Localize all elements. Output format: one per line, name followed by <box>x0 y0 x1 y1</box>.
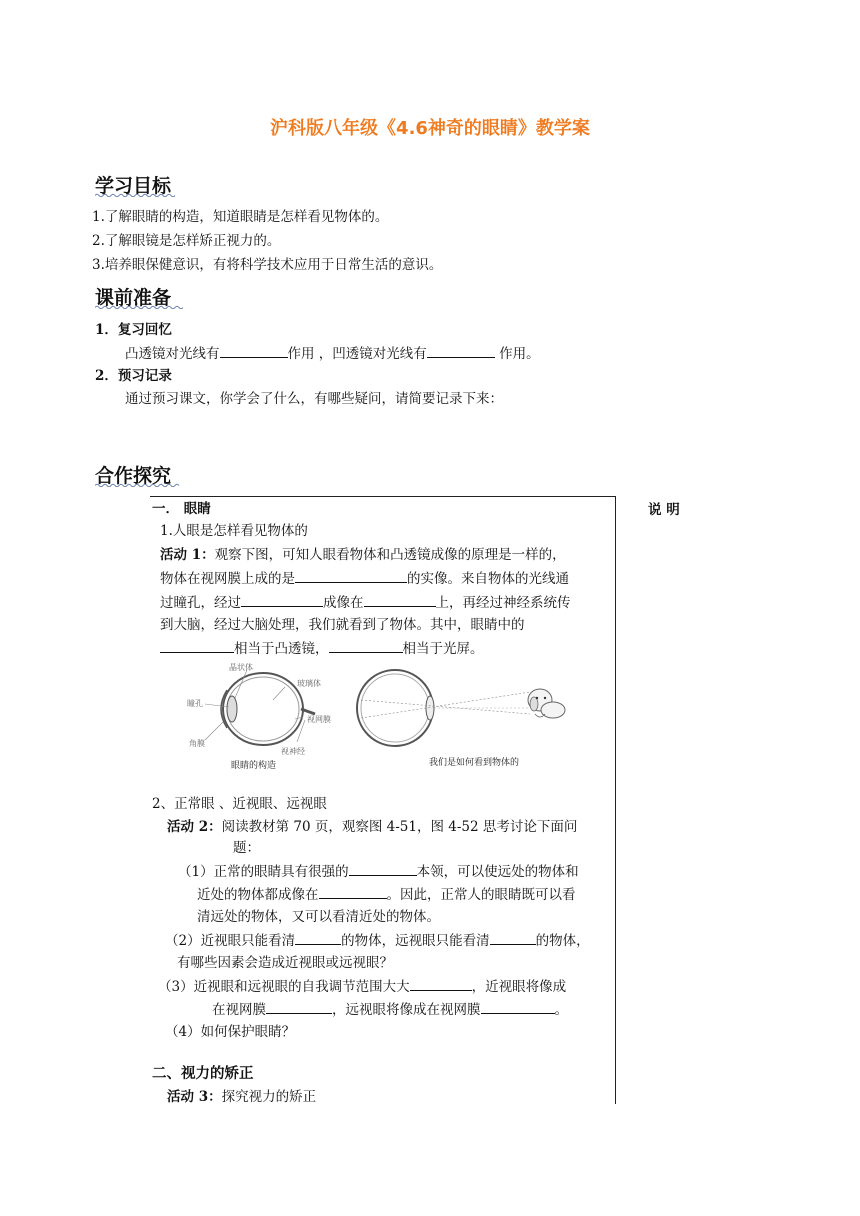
review-subtitle: 1．复习回忆 <box>95 322 172 338</box>
answer-blank[interactable] <box>329 638 403 653</box>
text-fragment: 过瞳孔，经过 <box>160 595 241 611</box>
activity1-line <box>160 638 484 659</box>
section-heading-preparation: 课前准备 <box>95 287 172 309</box>
figure-caption-right: 我们是如何看到物体的 <box>429 758 520 768</box>
label-lens: 晶状体 <box>229 663 253 672</box>
heading-underline <box>95 483 181 487</box>
document-title: 沪科版八年级《4.6神奇的眼睛》教学案 <box>270 118 590 139</box>
text-fragment: 上，再经过神经系统传 <box>435 595 571 611</box>
text-fragment: 相当于光屏。 <box>402 641 484 657</box>
problem-3 <box>212 999 568 1020</box>
text-fragment: 相当于凸透镜， <box>234 641 329 657</box>
text-fragment: 的物体，远视眼只能看清 <box>341 933 490 949</box>
text-fragment: （3）近视眼和远视眼的自我调节范围大大 <box>158 979 410 995</box>
answer-blank[interactable] <box>295 930 341 945</box>
label-optic-nerve: 视神经 <box>281 747 305 756</box>
text-fragment: （1）正常的眼睛具有很强的 <box>178 864 349 880</box>
image-formation-diagram <box>357 670 565 768</box>
eye-figure <box>185 662 575 774</box>
text-fragment: 凸透镜对光线有 <box>125 346 220 362</box>
activity1-line: 到大脑，经过大脑处理，我们就看到了物体。其中，眼睛中的 <box>160 617 525 633</box>
label-pupil: 瞳孔 <box>187 699 203 708</box>
activity-label: 活动 3： <box>167 1089 222 1105</box>
answer-blank[interactable] <box>481 999 555 1014</box>
activity1-line <box>160 545 566 565</box>
answer-blank[interactable] <box>427 343 495 358</box>
objective-item: 2.了解眼镜是怎样矫正视力的。 <box>92 233 281 249</box>
answer-blank[interactable] <box>490 930 536 945</box>
question-2: 2、正常眼 、近视眼、远视眼 <box>152 796 327 812</box>
text-fragment: 的物体， <box>535 933 590 949</box>
text-fragment: 观察下图，可知人眼看物体和凸透镜成像的原理是一样的， <box>214 547 566 563</box>
text-fragment: 本领，可以使远处的物体和 <box>416 864 579 880</box>
review-question <box>125 343 540 364</box>
text-fragment: 物体在视网膜上成的是 <box>160 571 295 587</box>
side-note-label: 说 明 <box>648 502 680 518</box>
answer-blank[interactable] <box>410 976 472 991</box>
preview-subtitle: 2．预习记录 <box>95 368 172 384</box>
activity2-line <box>167 817 577 837</box>
answer-blank[interactable] <box>220 343 288 358</box>
part2-title: 二、视力的矫正 <box>152 1065 254 1082</box>
section-heading-objectives: 学习目标 <box>95 175 172 197</box>
table-top-border <box>150 496 616 497</box>
answer-blank[interactable] <box>241 592 323 607</box>
answer-blank[interactable] <box>319 884 387 899</box>
figure-caption-left: 眼睛的构造 <box>231 761 277 771</box>
objective-item: 1.了解眼睛的构造，知道眼睛是怎样看见物体的。 <box>92 209 389 225</box>
problem-4: （4）如何保护眼睛？ <box>165 1024 296 1040</box>
preview-instruction: 通过预习课文，你学会了什么，有哪些疑问，请简要记录下来： <box>125 391 503 407</box>
label-cornea: 角膜 <box>189 739 205 748</box>
eye-structure-diagram <box>187 662 331 771</box>
section-heading-cooperation: 合作探究 <box>95 465 172 487</box>
text-fragment: 在视网膜 <box>212 1002 266 1018</box>
text-fragment: （2）近视眼只能看清 <box>165 933 296 949</box>
problem-3 <box>158 976 566 997</box>
answer-blank[interactable] <box>349 861 417 876</box>
text-fragment: 。因此，正常人的眼睛既可以看 <box>386 887 576 903</box>
answer-blank[interactable] <box>295 568 407 583</box>
objective-item: 3.培养眼保健意识，有将科学技术应用于日常生活的意识。 <box>92 257 443 273</box>
answer-blank[interactable] <box>266 999 332 1014</box>
heading-underline <box>95 193 177 197</box>
problem-2 <box>165 930 590 951</box>
activity-label: 活动 1： <box>160 547 215 563</box>
text-fragment: 探究视力的矫正 <box>221 1089 317 1105</box>
problem-1: 清远处的物体，又可以看清近处的物体。 <box>197 909 440 925</box>
text-fragment: 近处的物体都成像在 <box>197 887 319 903</box>
question-1: 1.人眼是怎样看见物体的 <box>160 523 308 539</box>
text-fragment: 阅读教材第 70 页，观察图 4-51，图 4-52 思考讨论下面问 <box>221 819 578 835</box>
text-fragment: 成像在 <box>323 595 364 611</box>
part1-title: 一． 眼睛 <box>152 501 211 517</box>
text-fragment: 。 <box>554 1002 568 1018</box>
text-fragment: ，远视眼将像成在视网膜 <box>332 1002 481 1018</box>
answer-blank[interactable] <box>160 638 234 653</box>
activity3-line <box>167 1087 316 1107</box>
dog-illustration <box>528 689 565 718</box>
column-divider <box>615 496 616 1104</box>
text-fragment: 的实像。来自物体的光线通 <box>407 571 569 587</box>
heading-underline <box>95 305 187 309</box>
activity1-line <box>160 592 571 613</box>
activity2-line: 题： <box>233 840 260 856</box>
activity-label: 活动 2： <box>167 819 222 835</box>
problem-2: 有哪些因素会造成近视眼或远视眼？ <box>177 955 393 971</box>
text-fragment: 作用。 <box>494 346 540 362</box>
text-fragment: 作用 ，凹透镜对光线有 <box>287 346 427 362</box>
problem-1 <box>178 861 579 882</box>
activity1-line <box>160 568 569 589</box>
problem-1 <box>197 884 576 905</box>
label-retina: 视网膜 <box>307 715 331 724</box>
answer-blank[interactable] <box>364 592 436 607</box>
text-fragment: ，近视眼将像成 <box>471 979 567 995</box>
label-vitreous: 玻璃体 <box>297 679 321 688</box>
